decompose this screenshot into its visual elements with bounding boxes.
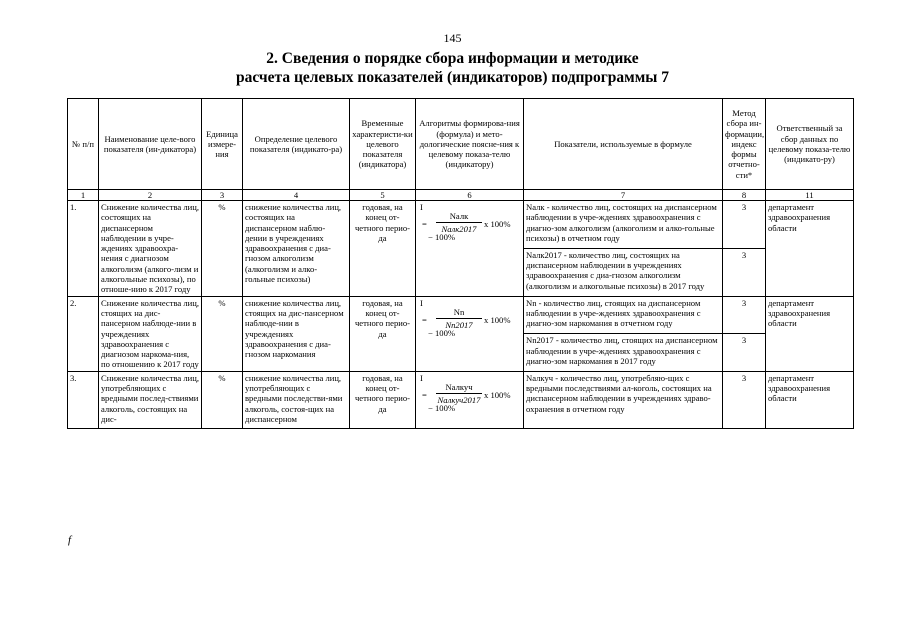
formula — [418, 298, 521, 352]
table-row — [68, 371, 854, 428]
column-number: 1 — [68, 190, 99, 201]
table-row — [68, 201, 854, 249]
indicator-name: Снижение количества лиц, употребляющих с вредными послед-ствиями алкоголь, состоящих на дис- — [99, 371, 202, 428]
header-row — [68, 99, 854, 190]
column-number: 6 — [416, 190, 524, 201]
header-cell: Единица измере-ния — [202, 99, 243, 190]
column-number: 8 — [723, 190, 766, 201]
collection-method: 3 — [723, 248, 766, 296]
formula-equals: = — [422, 314, 427, 325]
indicator-definition: снижение количества лиц, употребляющих с вредными последстви-ями алкоголь, состоя-щих на диспансерном — [243, 371, 350, 428]
formula-multiplier: x 100% — [484, 389, 511, 400]
formula-cell — [416, 371, 524, 428]
indicator-definition: снижение количества лиц, состоящих на диспансерном наблю-дении в учреждениях здравоохранения с диа-гнозом алкоголизм (алкоголизм и алко-гольные психозы) — [243, 201, 350, 297]
indicator-variable: Nалк - количество лиц, состоящих на диспансерном наблюдении в учре-ждениях здравоохранения с диагно-зом алкоголизм (алкоголизм и алко-гольные психозы) в отчетном году — [524, 201, 723, 249]
row-number: 2. — [68, 296, 99, 371]
indicators-table — [67, 98, 854, 429]
header-cell: Наименование целе-вого показателя (ин-дикатора) — [99, 99, 202, 190]
formula — [418, 373, 521, 427]
responsible: департамент здравоохранения области — [766, 296, 854, 371]
formula-denominator: Nn2017 — [445, 319, 473, 330]
time-characteristic: годовая, на конец от-четного перио-да — [350, 371, 416, 428]
column-number: 4 — [243, 190, 350, 201]
formula-result-symbol: I — [420, 372, 423, 383]
header-cell: Определение целевого показателя (индикато-ра) — [243, 99, 350, 190]
column-number: 3 — [202, 190, 243, 201]
indicator-variable: Nалкуч - количество лиц, употребляю-щих с вредными последствиями ал-коголь, состоящих на диспансерном наблюдении в учреждениях здраво-охранения в отчетном году — [524, 371, 723, 428]
formula-result-symbol: I — [420, 202, 423, 212]
collection-method: 3 — [723, 334, 766, 372]
formula-cell — [416, 296, 524, 371]
formula-multiplier: x 100% — [484, 314, 511, 325]
responsible: департамент здравоохранения области — [766, 371, 854, 428]
column-number: 5 — [350, 190, 416, 201]
column-number-row — [68, 190, 854, 201]
formula-numerator: Nn — [436, 307, 482, 319]
formula-equals: = — [422, 219, 427, 229]
indicator-variable: Nалк2017 - количество лиц, состоящих на диспансерном наблюдении в учреждениях здравоохранения с диа-гнозом алкоголизм (алкоголизм и алкогольные психозы) в 2017 году — [524, 248, 723, 296]
formula-minus: − 100% — [428, 232, 456, 242]
indicator-variable: Nn - количество лиц, стоящих на диспансерном наблюдении в учре-ждениях здравоохранения с диагно-зом наркомания в отчетном году — [524, 296, 723, 334]
formula-numerator: Nалкуч — [436, 382, 482, 394]
formula-minus: − 100% — [428, 402, 456, 413]
formula-numerator: Nалк — [436, 211, 482, 223]
formula-result-symbol: I — [420, 297, 423, 308]
formula-denominator: Nалк2017 — [441, 224, 477, 235]
indicator-name: Снижение количества лиц, состоящих на диспансерном наблюдении в учре-ждениях здравоохра-нения с диагнозом алкоголизм (алкого-лизм и алкогольные психозы), по отноше-нию к 2017 году — [99, 201, 202, 297]
collection-method: 3 — [723, 201, 766, 249]
header-cell: Временные характеристи-ки целевого показателя (индикатора) — [350, 99, 416, 190]
formula-cell — [416, 201, 524, 297]
indicator-variable: Nn2017 - количество лиц, стоящих на диспансерном наблюдении в учре-ждениях здравоохранения с диагно-зом наркомания в 2017 году — [524, 334, 723, 372]
time-characteristic: годовая, на конец от-четного перио-да — [350, 296, 416, 371]
title-line-2: расчета целевых показателей (индикаторов) подпрограммы 7 — [235, 69, 670, 86]
unit: % — [202, 201, 243, 297]
page-title — [0, 49, 905, 87]
header-cell: Алгоритмы формирова-ния (формула) и мето-дологические поясне-ния к целевому показа-телю (индикатору) — [416, 99, 524, 190]
title-line-1: 2. Сведения о порядке сбора информации и методике — [266, 50, 639, 67]
unit: % — [202, 296, 243, 371]
column-number: 2 — [99, 190, 202, 201]
formula-multiplier: x 100% — [484, 219, 511, 229]
page-number: 145 — [443, 31, 462, 45]
collection-method: 3 — [723, 296, 766, 334]
formula-denominator: Nалкуч2017 — [437, 395, 481, 406]
formula — [418, 202, 521, 256]
header-cell: № п/п — [68, 99, 99, 190]
indicator-definition: снижение количества лиц, стоящих на дис-пансерном наблюде-нии в учреждениях здравоохранения с диа-гнозом наркомания — [243, 296, 350, 371]
collection-method: 3 — [723, 371, 766, 428]
row-number: 3. — [68, 371, 99, 428]
formula-minus: − 100% — [428, 327, 456, 338]
unit: % — [202, 371, 243, 428]
footnote-mark: f — [68, 534, 72, 546]
responsible: департамент здравоохранения области — [766, 201, 854, 297]
column-number: 11 — [766, 190, 854, 201]
formula-equals: = — [422, 389, 427, 400]
header-cell: Метод сбора ин-формации, индекс формы отчетно-сти* — [723, 99, 766, 190]
column-number: 7 — [524, 190, 723, 201]
row-number: 1. — [68, 201, 99, 297]
indicator-name: Снижение количества лиц, стоящих на дис-пансерном наблюде-нии в учреждениях здравоохранения с диагнозом наркома-ния, по отношению к 2017 году — [99, 296, 202, 371]
header-cell: Ответственный за сбор данных по целевому показа-телю (индикато-ру) — [766, 99, 854, 190]
table-row — [68, 296, 854, 334]
header-cell: Показатели, используемые в формуле — [524, 99, 723, 190]
time-characteristic: годовая, на конец от-четного перио-да — [350, 201, 416, 297]
